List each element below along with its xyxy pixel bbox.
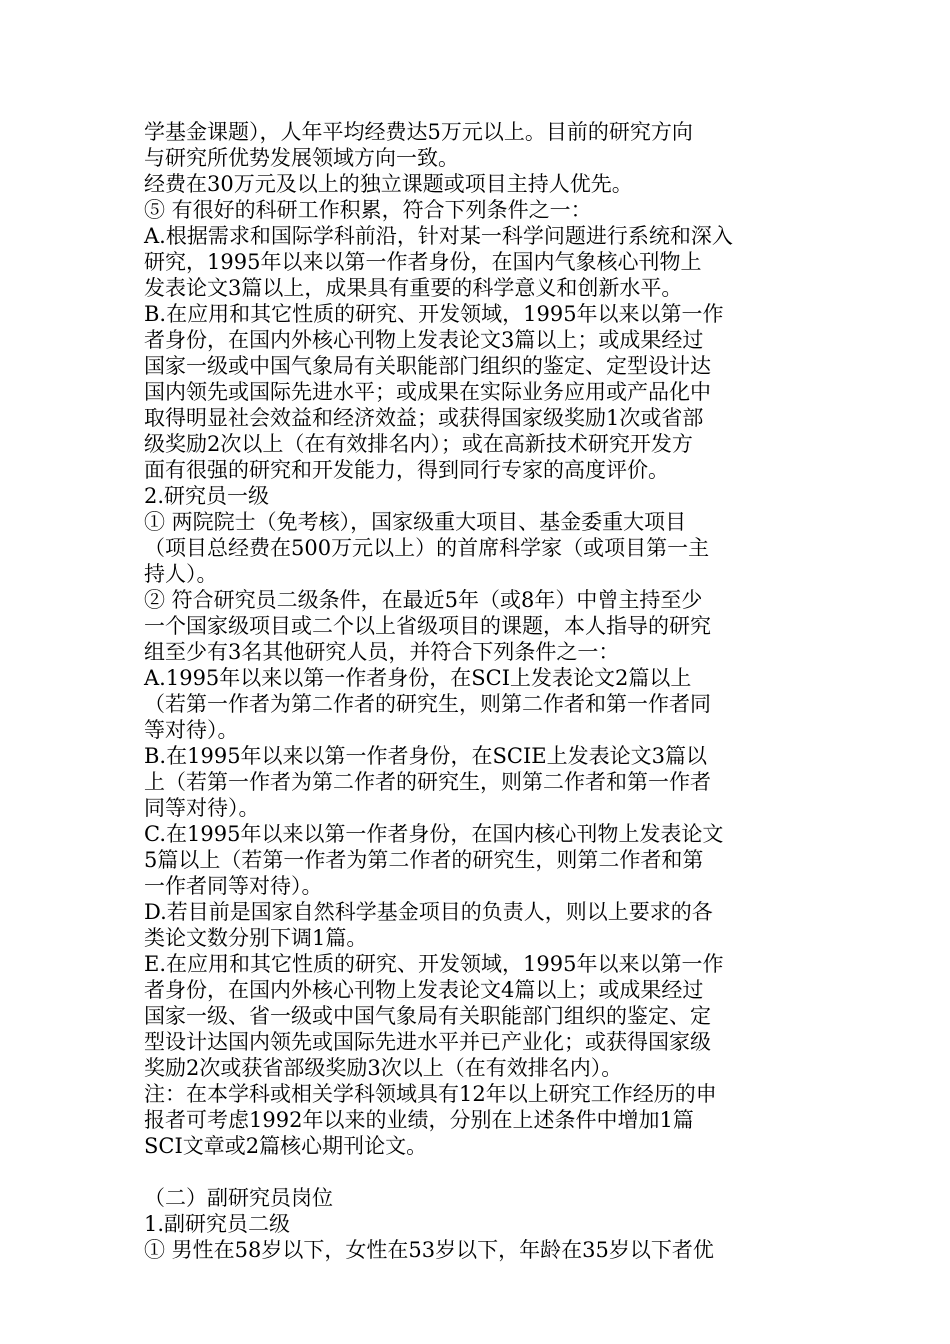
- text-line: 同等对待）。: [144, 796, 260, 820]
- text-line: B.在应用和其它性质的研究、开发领域，1995年以来以第一作: [144, 302, 724, 326]
- text-line: 国家一级或中国气象局有关职能部门组织的鉴定、定型设计达: [144, 354, 711, 378]
- text-line: 奖励2次或获省部级奖励3次以上（在有效排名内）。: [144, 1056, 623, 1080]
- text-line: 一作者同等对待）。: [144, 874, 323, 898]
- text-line: B.在1995年以来以第一作者身份，在SCIE上发表论文3篇以: [144, 744, 707, 768]
- text-line: ⑤ 有很好的科研工作积累，符合下列条件之一：: [144, 198, 592, 222]
- text-line: 者身份，在国内外核心刊物上发表论文3篇以上；或成果经过: [144, 328, 704, 352]
- text-line: D.若目前是国家自然科学基金项目的负责人，则以上要求的各: [144, 900, 713, 924]
- text-line: A.根据需求和国际学科前沿，针对某一科学问题进行系统和深入: [144, 224, 733, 248]
- text-line: 5篇以上（若第一作者为第二作者的研究生，则第二作者和第: [144, 848, 704, 872]
- text-line: 取得明显社会效益和经济效益；或获得国家级奖励1次或省部: [144, 406, 704, 430]
- text-line: 国内领先或国际先进水平；或成果在实际业务应用或产品化中: [144, 380, 711, 404]
- text-line: 学基金课题），人年平均经费达5万元以上。目前的研究方向: [144, 120, 693, 144]
- text-line: 持人）。: [144, 562, 218, 586]
- text-line: ① 男性在58岁以下，女性在53岁以下，年龄在35岁以下者优: [144, 1238, 714, 1262]
- text-line: 级奖励2次以上（在有效排名内）；或在高新技术研究开发方: [144, 432, 693, 456]
- note-line: SCI文章或2篇核心期刊论文。: [144, 1134, 428, 1158]
- text-line: 等对待）。: [144, 718, 239, 742]
- document-body: [144, 119, 824, 1263]
- text-line: 发表论文3篇以上，成果具有重要的科学意义和创新水平。: [144, 276, 683, 300]
- text-line: C.在1995年以来以第一作者身份，在国内核心刊物上发表论文: [144, 822, 724, 846]
- note-line: 报者可考虑1992年以来的业绩，分别在上述条件中增加1篇: [144, 1108, 694, 1132]
- subsection-heading: 1.副研究员二级: [144, 1212, 291, 1236]
- text-line: 经费在30万元及以上的独立课题或项目主持人优先。: [144, 172, 633, 196]
- note-line: 注：在本学科或相关学科领域具有12年以上研究工作经历的申: [144, 1082, 717, 1106]
- text-line: 上（若第一作者为第二作者的研究生，则第二作者和第一作者: [144, 770, 711, 794]
- text-line: （项目总经费在500万元以上）的首席科学家（或项目第一主: [144, 536, 710, 560]
- text-line: ① 两院院士（免考核），国家级重大项目、基金委重大项目: [144, 510, 687, 534]
- text-line: 者身份，在国内外核心刊物上发表论文4篇以上；或成果经过: [144, 978, 704, 1002]
- text-line: 型设计达国内领先或国际先进水平并已产业化；或获得国家级: [144, 1030, 711, 1054]
- text-line: 面有很强的研究和开发能力，得到同行专家的高度评价。: [144, 458, 669, 482]
- text-line: A.1995年以来以第一作者身份，在SCI上发表论文2篇以上: [144, 666, 692, 690]
- text-line: （若第一作者为第二作者的研究生，则第二作者和第一作者同: [144, 692, 711, 716]
- blank-line: [144, 1159, 824, 1185]
- text-line: 与研究所优势发展领域方向一致。: [144, 146, 459, 170]
- text-line: 研究，1995年以来以第一作者身份，在国内气象核心刊物上: [144, 250, 702, 274]
- text-line: 类论文数分别下调1篇。: [144, 926, 368, 950]
- section-heading: （二）副研究员岗位: [144, 1186, 333, 1210]
- text-line: 组至少有3名其他研究人员，并符合下列条件之一：: [144, 640, 620, 664]
- text-line: E.在应用和其它性质的研究、开发领域，1995年以来以第一作: [144, 952, 724, 976]
- section-heading: 2.研究员一级: [144, 484, 270, 508]
- text-line: 一个国家级项目或二个以上省级项目的课题，本人指导的研究: [144, 614, 711, 638]
- text-line: ② 符合研究员二级条件，在最近5年（或8年）中曾主持至少: [144, 588, 703, 612]
- text-line: 国家一级、省一级或中国气象局有关职能部门组织的鉴定、定: [144, 1004, 711, 1028]
